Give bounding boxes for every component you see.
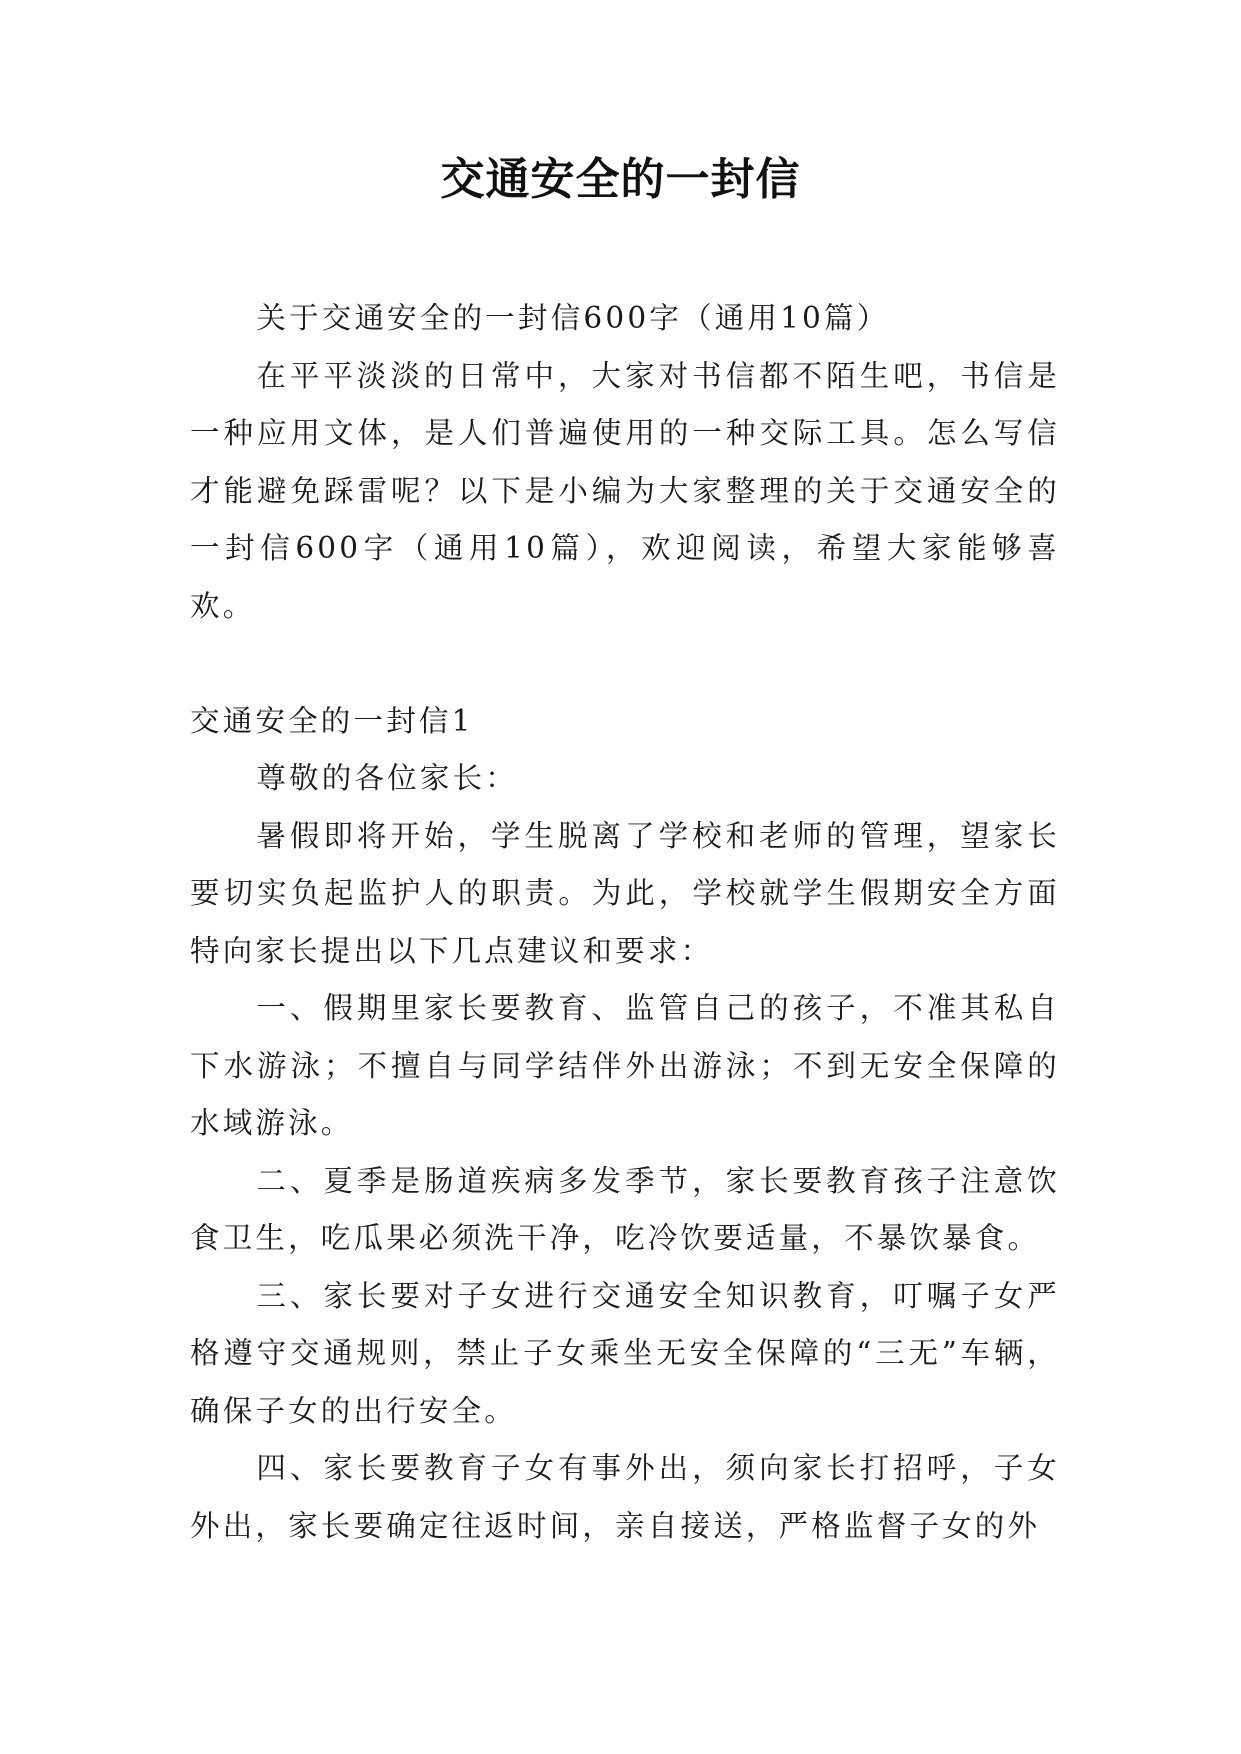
body-paragraph: 三、家长要对子女进行交通安全知识教育，叮嘱子女严格遵守交通规则，禁止子女乘坐无安全保障的“三无”车辆，确保子女的出行安全。 [190, 1278, 1060, 1428]
body-paragraph: 二、夏季是肠道疾病多发季节，家长要教育孩子注意饮食卫生，吃瓜果必须洗干净，吃冷饮要适量，不暴饮暴食。 [190, 1163, 1060, 1255]
section-heading: 交通安全的一封信1 [190, 703, 474, 738]
body-paragraph: 一、假期里家长要教育、监管自己的孩子，不准其私自下水游泳；不擅自与同学结伴外出游泳；不到无安全保障的水域游泳。 [190, 991, 1060, 1140]
intro-paragraph: 在平平淡淡的日常中，大家对书信都不陌生吧，书信是一种应用文体，是人们普遍使用的一种交际工具。怎么写信才能避免踩雷呢？以下是小编为大家整理的关于交通安全的一封信600字（通用10篇），欢迎阅读，希望大家能够喜欢。 [190, 358, 1060, 623]
document-title: 交通安全的一封信 [440, 154, 801, 205]
document-body [190, 290, 1060, 1555]
body-paragraph: 四、家长要教育子女有事外出，须向家长打招呼，子女外出，家长要确定往返时间，亲自接送，严格监督子女的外 [190, 1451, 1060, 1543]
salutation: 尊敬的各位家长： [256, 761, 518, 795]
body-paragraph: 暑假即将开始，学生脱离了学校和老师的管理，望家长要切实负起监护人的职责。为此，学校就学生假期安全方面特向家长提出以下几点建议和要求： [190, 818, 1060, 968]
paragraph-gap [190, 635, 1060, 693]
document-subtitle: 关于交通安全的一封信600字（通用10篇） [256, 301, 890, 335]
